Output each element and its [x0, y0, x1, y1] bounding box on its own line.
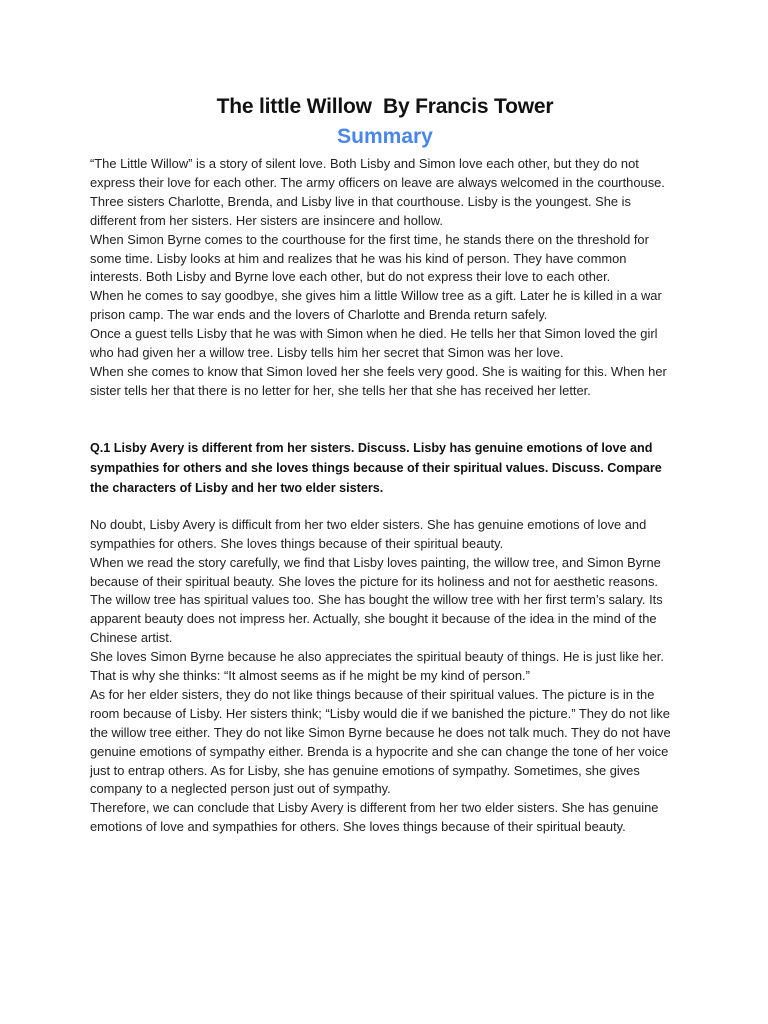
answer-section	[90, 516, 680, 837]
document-page	[90, 92, 680, 837]
answer-paragraph: As for her elder sisters, they do not like things because of their spiritual values. The picture is in the room because of Lisby. Her sisters think; “Lisby would die if we banished the picture.” They do not like the willow tree either. They do not like Simon Byrne because he does not talk much. They do not have genuine emotions of sympathy either. Brenda is a hypocrite and she can change the tone of her voice just to entrap others. As for Lisby, she has genuine emotions of sympathy. Sometimes, she gives company to a neglected person just out of sympathy.	[90, 686, 671, 797]
spacer	[90, 401, 680, 438]
answer-paragraph: Therefore, we can conclude that Lisby Avery is different from her two elder sisters. She has genuine emotions of love and sympathies for others. She loves things because of their spiritual beauty.	[90, 800, 659, 835]
summary-paragraph: Once a guest tells Lisby that he was with Simon when he died. He tells her that Simon loved the girl who had given her a willow tree. Lisby tells him her secret that Simon was her love.	[90, 326, 658, 361]
answer-paragraph: No doubt, Lisby Avery is difficult from her two elder sisters. She has genuine emotions of love and sympathies for others. She loves things because of their spiritual beauty.	[90, 516, 647, 551]
summary-paragraph: When Simon Byrne comes to the courthouse for the first time, he stands there on the threshold for some time. Lisby looks at him and realizes that he was his kind of person. They have common interests. Both Lisby and Byrne love each other, but do not express their love to each other.	[90, 231, 649, 285]
summary-paragraph: When he comes to say goodbye, she gives him a little Willow tree as a gift. Later he is killed in a war prison camp. The war ends and the lovers of Charlotte and Brenda return safely.	[90, 288, 662, 323]
section-heading-summary: Summary	[337, 125, 433, 148]
spacer	[90, 498, 680, 516]
document-title: The little Willow By Francis Tower	[216, 95, 554, 118]
answer-paragraph: When we read the story carefully, we find that Lisby loves painting, the willow tree, and Simon Byrne because of their spiritual beauty. She loves the picture for its holiness and not for aesthetic reasons. The willow tree has spiritual values too. She has bought the willow tree with her first term’s salary. Its apparent beauty does not impress her. Actually, she bought it because of the idea in the mind of the Chinese artist.	[90, 554, 663, 646]
summary-section	[90, 155, 680, 401]
summary-paragraph: “The Little Willow” is a story of silent love. Both Lisby and Simon love each other, but they do not express their love for each other. The army officers on leave are always welcomed in the courthouse. Three sisters Charlotte, Brenda, and Lisby live in that courthouse. Lisby is the youngest. She is different from her sisters. Her sisters are insincere and hollow.	[90, 156, 665, 228]
summary-paragraph: When she comes to know that Simon loved her she feels very good. She is waiting for this. When her sister tells her that there is no letter for her, she tells her that she has received her letter.	[90, 363, 667, 398]
question-heading: Q.1 Lisby Avery is different from her sisters. Discuss. Lisby has genuine emotions of love and sympathies for others and she loves things because of their spiritual values. Discuss. Compare the characters of Lisby and her two elder sisters.	[90, 440, 662, 495]
answer-paragraph: She loves Simon Byrne because he also appreciates the spiritual beauty of things. He is just like her. That is why she thinks: “It almost seems as if he might be my kind of person.”	[90, 649, 664, 684]
